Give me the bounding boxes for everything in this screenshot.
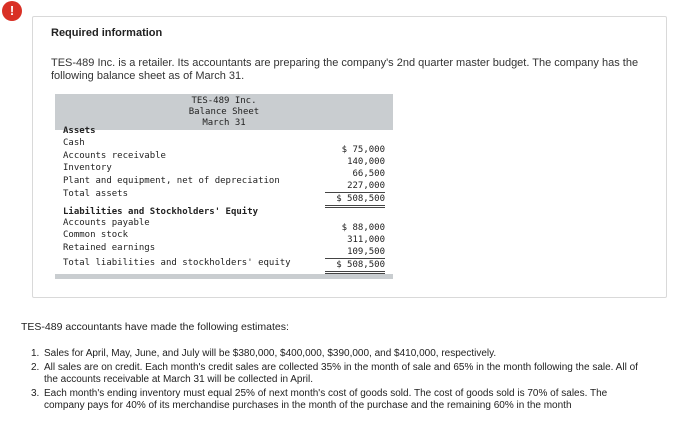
item-number: 3.	[31, 387, 40, 399]
asset-amount: $ 75,000	[341, 145, 385, 155]
liability-label: Retained earnings	[63, 243, 156, 253]
asset-label: Accounts receivable	[63, 151, 166, 161]
asset-amount: 66,500	[352, 169, 385, 179]
total-assets-label: Total assets	[63, 189, 129, 199]
card-title: Required information	[51, 27, 163, 39]
balance-sheet-footer	[55, 274, 393, 279]
statement-date: March 31	[202, 118, 246, 128]
alert-icon: !	[2, 1, 22, 21]
asset-label: Cash	[63, 138, 85, 148]
asset-label: Inventory	[63, 163, 112, 173]
item-text: All sales are on credit. Each month's credit sales are collected 35% in the month of sale and 65% in the month following the sale. All of the accounts receivable at March 31 will be collected in April.	[44, 361, 638, 385]
company-name: TES-489 Inc.	[191, 96, 257, 106]
estimates-intro: TES-489 accountants have made the following estimates:	[21, 321, 289, 333]
liability-amount: 311,000	[347, 235, 385, 245]
liability-label: Common stock	[63, 230, 129, 240]
asset-amount: 227,000	[325, 180, 385, 193]
list-item	[31, 348, 641, 361]
item-text: Each month's ending inventory must equal 25% of next month's cost of goods sold. The cost of goods sold is 70% of sales. The company pays for 40% of its merchandise purchases in the month of the purchase and the remaining 60% in the month	[44, 387, 608, 411]
required-information-card	[32, 16, 667, 298]
assets-heading: Assets	[63, 126, 96, 136]
item-number: 1.	[31, 348, 40, 359]
list-item	[31, 362, 641, 387]
total-assets-amount: $ 508,500	[325, 193, 385, 208]
balance-sheet-header	[55, 94, 393, 130]
total-liabilities-amount: $ 508,500	[325, 259, 385, 274]
liabilities-heading: Liabilities and Stockholders' Equity	[63, 207, 259, 217]
asset-amount: 140,000	[347, 157, 385, 167]
liability-label: Accounts payable	[63, 218, 150, 228]
item-text: Sales for April, May, June, and July will be $380,000, $400,000, $390,000, and $410,000, respectively.	[44, 348, 497, 359]
total-liabilities-label: Total liabilities and stockholders' equity	[63, 258, 291, 268]
item-number: 2.	[31, 361, 40, 373]
estimates-list	[31, 348, 641, 414]
list-item	[31, 388, 641, 413]
liability-amount: 109,500	[325, 246, 385, 259]
liability-amount: $ 88,000	[341, 223, 385, 233]
asset-label: Plant and equipment, net of depreciation	[63, 176, 280, 186]
card-intro-text: TES-489 Inc. is a retailer. Its accountants are preparing the company's 2nd quarter master budget. The company has the following balance sheet as of March 31.	[51, 57, 639, 82]
statement-name: Balance Sheet	[188, 107, 260, 117]
